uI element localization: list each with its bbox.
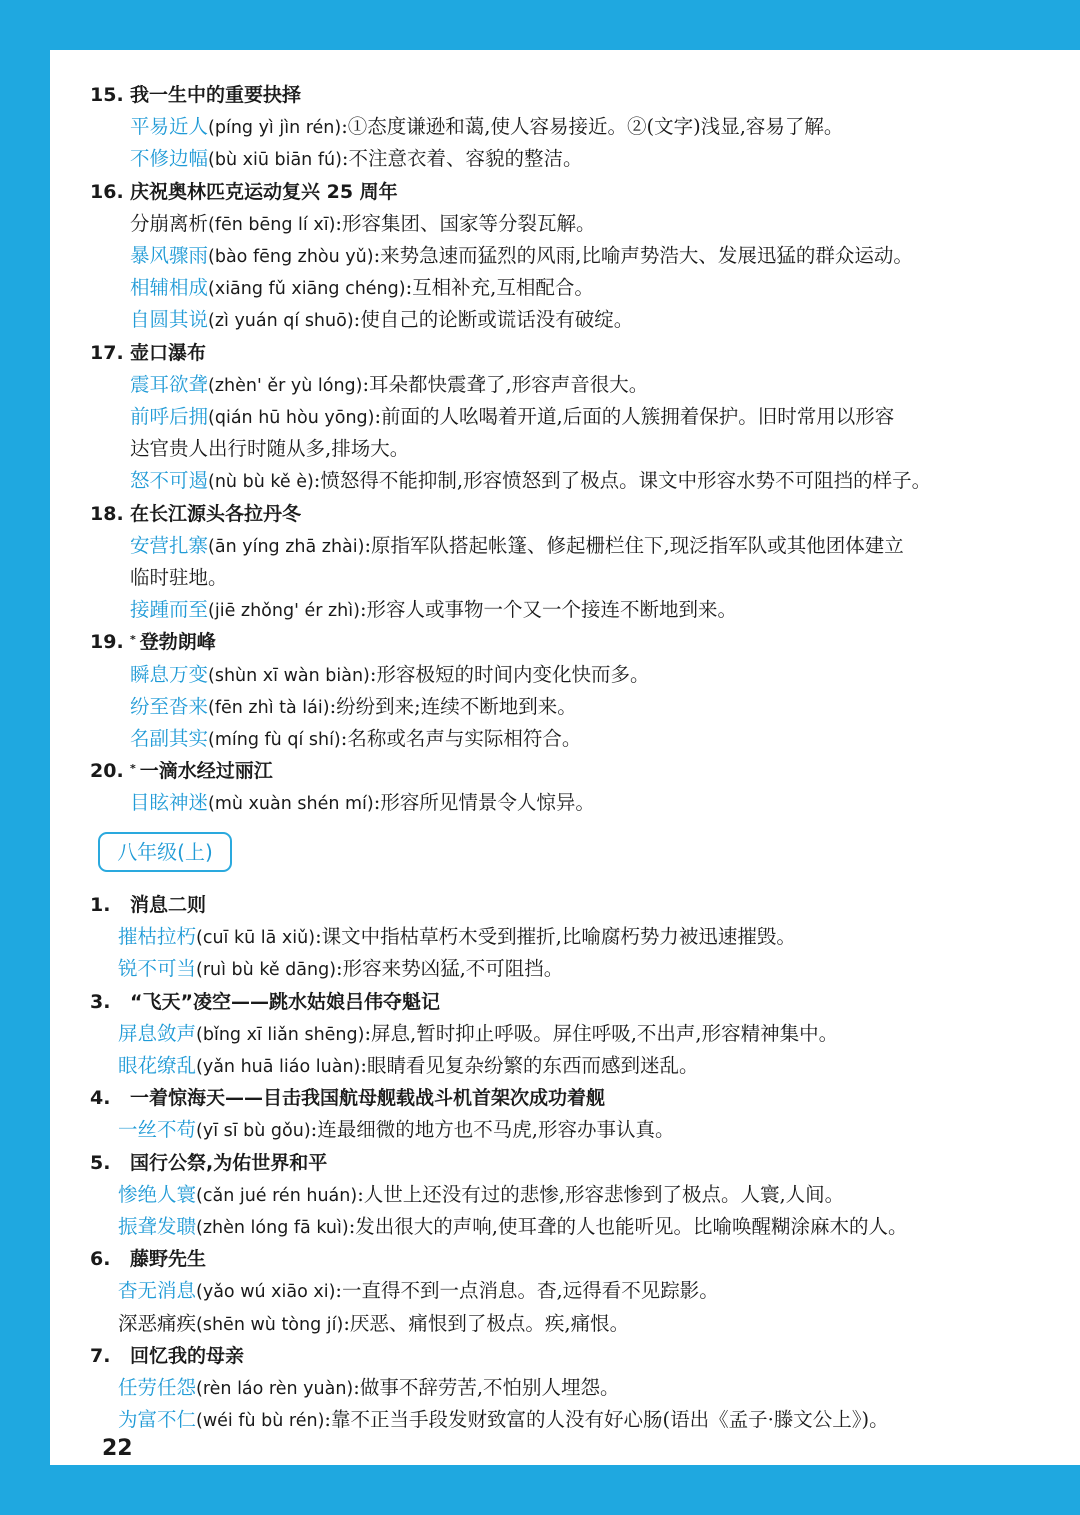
page-sheet bbox=[50, 50, 1080, 1465]
vocab-definition: :耳朵都快震聋了,形容声音很大。 bbox=[362, 372, 649, 396]
lesson-heading bbox=[90, 81, 301, 109]
lesson-heading bbox=[90, 339, 206, 367]
vocab-definition: :屏息,暂时抑止呼吸。屏住呼吸,不出声,形容精神集中。 bbox=[364, 1021, 839, 1045]
vocab-pinyin: (rèn láo rèn yuàn) bbox=[196, 1379, 354, 1399]
vocab-entry bbox=[118, 1277, 719, 1306]
lesson-title: 一滴水经过丽江 bbox=[139, 760, 273, 783]
vocab-term: 瞬息万变 bbox=[130, 662, 209, 686]
lesson-number: 18. bbox=[90, 502, 124, 525]
lesson-number: 19. bbox=[90, 631, 124, 654]
vocab-pinyin: (mù xuàn shén mí) bbox=[208, 794, 374, 815]
vocab-definition: :形容极短的时间内变化快而多。 bbox=[369, 662, 650, 686]
lesson-title: 登勃朗峰 bbox=[139, 631, 216, 654]
vocab-pinyin: (zì yuán qí shuō) bbox=[208, 311, 354, 332]
vocab-pinyin: (míng fù qí shí) bbox=[208, 730, 341, 750]
vocab-pinyin: (shēn wù tòng jí) bbox=[196, 1314, 344, 1335]
vocab-entry bbox=[130, 789, 595, 818]
vocab-term: 一丝不苟 bbox=[118, 1118, 197, 1142]
vocab-definition: :靠不正当手段发财致富的人没有好心肠(语出《孟子·滕文公上》)。 bbox=[324, 1408, 889, 1432]
vocab-definition: :眼睛看见复杂纷繁的东西而感到迷乱。 bbox=[360, 1054, 699, 1077]
vocab-term: 自圆其说 bbox=[130, 308, 209, 332]
vocab-definition: :①态度谦逊和蔼,使人容易接近。②(文字)浅显,容易了解。 bbox=[341, 115, 844, 139]
lesson-heading bbox=[90, 1342, 244, 1370]
vocab-entry bbox=[130, 661, 649, 690]
vocab-entry bbox=[130, 532, 904, 561]
vocab-term: 安营扎寨 bbox=[130, 533, 209, 557]
vocab-entry bbox=[130, 242, 913, 271]
vocab-pinyin: (jiē zhǒng' ér zhì) bbox=[208, 601, 360, 622]
vocab-term: 任劳任怨 bbox=[118, 1376, 197, 1399]
vocab-definition: :互相补充,互相配合。 bbox=[405, 276, 594, 300]
lesson-title: 消息二则 bbox=[130, 894, 207, 916]
lesson-number: 17. bbox=[90, 341, 124, 364]
lesson-heading bbox=[90, 1084, 605, 1112]
vocab-term: 摧枯拉朽 bbox=[118, 925, 197, 949]
vocab-entry bbox=[130, 403, 894, 432]
lesson-heading bbox=[90, 988, 440, 1016]
vocab-pinyin: (nù bù kě è) bbox=[208, 472, 314, 493]
vocab-entry bbox=[118, 923, 796, 952]
vocab-definition-cont: 达官贵人出行时随从多,排场大。 bbox=[130, 437, 410, 461]
vocab-definition: :形容人或事物一个又一个接连不断地到来。 bbox=[359, 598, 738, 622]
vocab-pinyin: (fēn zhì tà lái) bbox=[208, 697, 330, 718]
vocab-entry bbox=[130, 725, 581, 754]
vocab-pinyin: (yǎn huā liáo luàn) bbox=[196, 1057, 361, 1077]
vocab-entry-continuation bbox=[130, 564, 228, 592]
vocab-definition: :连最细微的地方也不马虎,形容办事认真。 bbox=[310, 1118, 675, 1142]
vocab-pinyin: (cǎn jué rén huán) bbox=[196, 1185, 358, 1206]
lesson-number: 4. bbox=[90, 1087, 111, 1110]
vocab-entry bbox=[130, 274, 594, 303]
vocab-entry bbox=[130, 467, 931, 496]
vocab-definition: :愤怒得不能抑制,形容愤怒到了极点。课文中形容水势不可阻挡的样子。 bbox=[313, 469, 932, 493]
vocab-term: 不修边幅 bbox=[130, 147, 209, 171]
vocab-pinyin: (bào fēng zhòu yǔ) bbox=[208, 247, 374, 267]
vocab-entry bbox=[130, 113, 843, 142]
lesson-title: 藤野先生 bbox=[130, 1248, 207, 1271]
lesson-number: 5. bbox=[90, 1151, 111, 1174]
vocab-term: 屏息敛声 bbox=[118, 1021, 197, 1045]
vocab-pinyin: (píng yì jìn rén) bbox=[208, 118, 342, 139]
vocab-term: 接踵而至 bbox=[130, 598, 209, 622]
vocab-entry bbox=[118, 1052, 698, 1081]
vocab-definition: :形容所见情景令人惊异。 bbox=[373, 791, 595, 815]
vocab-term: 暴风骤雨 bbox=[130, 244, 209, 267]
vocab-pinyin: (wéi fù bù rén) bbox=[196, 1411, 325, 1432]
vocab-pinyin: (ruì bù kě dāng) bbox=[196, 960, 337, 981]
lesson-heading bbox=[90, 1149, 327, 1177]
lesson-number: 15. bbox=[90, 84, 124, 106]
vocab-definition: :人世上还没有过的悲惨,形容悲惨到了极点。人寰,人间。 bbox=[357, 1182, 845, 1206]
lesson-number: 3. bbox=[90, 990, 111, 1013]
vocab-pinyin: (fēn bēng lí xī) bbox=[208, 214, 336, 235]
vocab-entry bbox=[130, 693, 577, 722]
vocab-entry bbox=[118, 1116, 674, 1145]
extended-reading-mark: * bbox=[130, 762, 136, 776]
lesson-title: 在长江源头各拉丹冬 bbox=[130, 502, 302, 525]
vocab-definition: :前面的人吆喝着开道,后面的人簇拥着保护。旧时常用以形容 bbox=[374, 405, 895, 428]
vocab-pinyin: (shùn xī wàn biàn) bbox=[208, 665, 370, 686]
lesson-title: “飞天”凌空——跳水姑娘吕伟夺魁记 bbox=[130, 990, 440, 1013]
vocab-definition: :使自己的论断或谎话没有破绽。 bbox=[353, 308, 634, 332]
vocab-definition: :名称或名声与实际相符合。 bbox=[340, 727, 582, 750]
vocab-term: 怒不可遏 bbox=[130, 469, 209, 493]
lesson-number: 7. bbox=[90, 1344, 111, 1367]
vocab-term: 眼花缭乱 bbox=[118, 1054, 197, 1077]
vocab-definition: :纷纷到来;连续不断地到来。 bbox=[329, 694, 577, 718]
vocab-definition: :课文中指枯草朽木受到摧折,比喻腐朽势力被迅速摧毁。 bbox=[315, 925, 796, 949]
lesson-heading bbox=[90, 757, 273, 785]
vocab-definition: :发出很大的声响,使耳聋的人也能听见。比喻唤醒糊涂麻木的人。 bbox=[348, 1215, 908, 1238]
vocab-definition-cont: 临时驻地。 bbox=[130, 566, 228, 589]
vocab-term: 震耳欲聋 bbox=[130, 372, 209, 396]
vocab-term: 锐不可当 bbox=[118, 957, 197, 981]
vocab-pinyin: (ān yíng zhā zhài) bbox=[208, 536, 365, 557]
vocab-term: 分崩离析 bbox=[130, 211, 209, 235]
vocab-definition: :形容来势凶猛,不可阻挡。 bbox=[336, 957, 564, 981]
page-number: 22 bbox=[102, 1436, 133, 1461]
vocab-term: 惨绝人寰 bbox=[118, 1182, 197, 1206]
lesson-title: 庆祝奥林匹克运动复兴 25 周年 bbox=[130, 180, 398, 203]
vocab-definition: :厌恶、痛恨到了极点。疾,痛恨。 bbox=[343, 1311, 630, 1335]
vocab-term: 杳无消息 bbox=[118, 1279, 197, 1303]
lesson-number: 16. bbox=[90, 180, 124, 203]
vocab-pinyin: (yǎo wú xiāo xi) bbox=[196, 1282, 336, 1303]
lesson-heading bbox=[90, 500, 301, 528]
vocab-pinyin: (bù xiū biān fú) bbox=[208, 150, 342, 171]
vocab-entry bbox=[118, 1181, 844, 1210]
vocab-term: 纷至沓来 bbox=[130, 694, 209, 718]
vocab-definition: :不注意衣着、容貌的整洁。 bbox=[341, 147, 583, 171]
lesson-title: 壶口瀑布 bbox=[130, 341, 207, 364]
vocab-entry bbox=[118, 1406, 889, 1435]
lesson-heading bbox=[90, 1245, 206, 1273]
vocab-term: 振聋发聩 bbox=[118, 1215, 197, 1238]
vocab-pinyin: (cuī kū lā xiǔ) bbox=[196, 928, 316, 949]
lesson-heading bbox=[90, 891, 206, 919]
vocab-entry bbox=[118, 1374, 620, 1403]
lesson-title: 一着惊海天——目击我国航母舰载战斗机首架次成功着舰 bbox=[130, 1087, 606, 1110]
vocab-term: 为富不仁 bbox=[118, 1408, 197, 1432]
vocab-entry bbox=[118, 1020, 838, 1049]
vocab-term: 名副其实 bbox=[130, 727, 209, 750]
lesson-number: 1. bbox=[90, 894, 111, 916]
vocab-definition: :一直得不到一点消息。杳,远得看不见踪影。 bbox=[335, 1279, 719, 1303]
vocab-pinyin: (zhèn' ěr yù lóng) bbox=[208, 375, 363, 396]
vocab-entry bbox=[130, 371, 648, 400]
vocab-definition: :来势急速而猛烈的风雨,比喻声势浩大、发展迅猛的群众运动。 bbox=[373, 244, 913, 267]
vocab-definition: :原指军队搭起帐篷、修起栅栏住下,现泛指军队或其他团体建立 bbox=[364, 533, 904, 557]
lesson-number: 6. bbox=[90, 1248, 111, 1271]
vocab-definition: :形容集团、国家等分裂瓦解。 bbox=[335, 211, 596, 235]
vocab-pinyin: (qián hū hòu yōng) bbox=[208, 408, 375, 428]
grade-section-badge: 八年级(上) bbox=[98, 832, 232, 872]
vocab-pinyin: (yī sī bù gǒu) bbox=[196, 1121, 311, 1142]
lesson-heading bbox=[90, 628, 216, 656]
vocab-term: 深恶痛疾 bbox=[118, 1311, 197, 1335]
vocab-entry bbox=[130, 145, 582, 174]
vocab-term: 目眩神迷 bbox=[130, 791, 209, 815]
vocab-term: 前呼后拥 bbox=[130, 405, 209, 428]
lesson-title: 我一生中的重要抉择 bbox=[130, 84, 302, 106]
vocab-pinyin: (xiāng fǔ xiāng chéng) bbox=[208, 279, 406, 300]
vocab-entry bbox=[118, 955, 563, 984]
vocab-entry bbox=[130, 210, 595, 239]
vocab-entry bbox=[130, 596, 737, 625]
vocab-entry bbox=[130, 306, 633, 335]
lesson-title: 国行公祭,为佑世界和平 bbox=[130, 1151, 328, 1174]
lesson-heading bbox=[90, 178, 398, 206]
lesson-title: 回忆我的母亲 bbox=[130, 1344, 245, 1367]
vocab-entry bbox=[118, 1310, 629, 1339]
vocab-pinyin: (bǐng xī liǎn shēng) bbox=[196, 1024, 365, 1045]
vocab-term: 相辅相成 bbox=[130, 276, 209, 300]
vocab-entry-continuation bbox=[130, 435, 409, 463]
lesson-number: 20. bbox=[90, 760, 124, 783]
vocab-pinyin: (zhèn lóng fā kuì) bbox=[196, 1218, 349, 1238]
vocab-definition: :做事不辞劳苦,不怕别人埋怨。 bbox=[353, 1376, 620, 1399]
vocab-term: 平易近人 bbox=[130, 115, 209, 139]
vocab-entry bbox=[118, 1213, 907, 1242]
extended-reading-mark: * bbox=[130, 633, 136, 647]
